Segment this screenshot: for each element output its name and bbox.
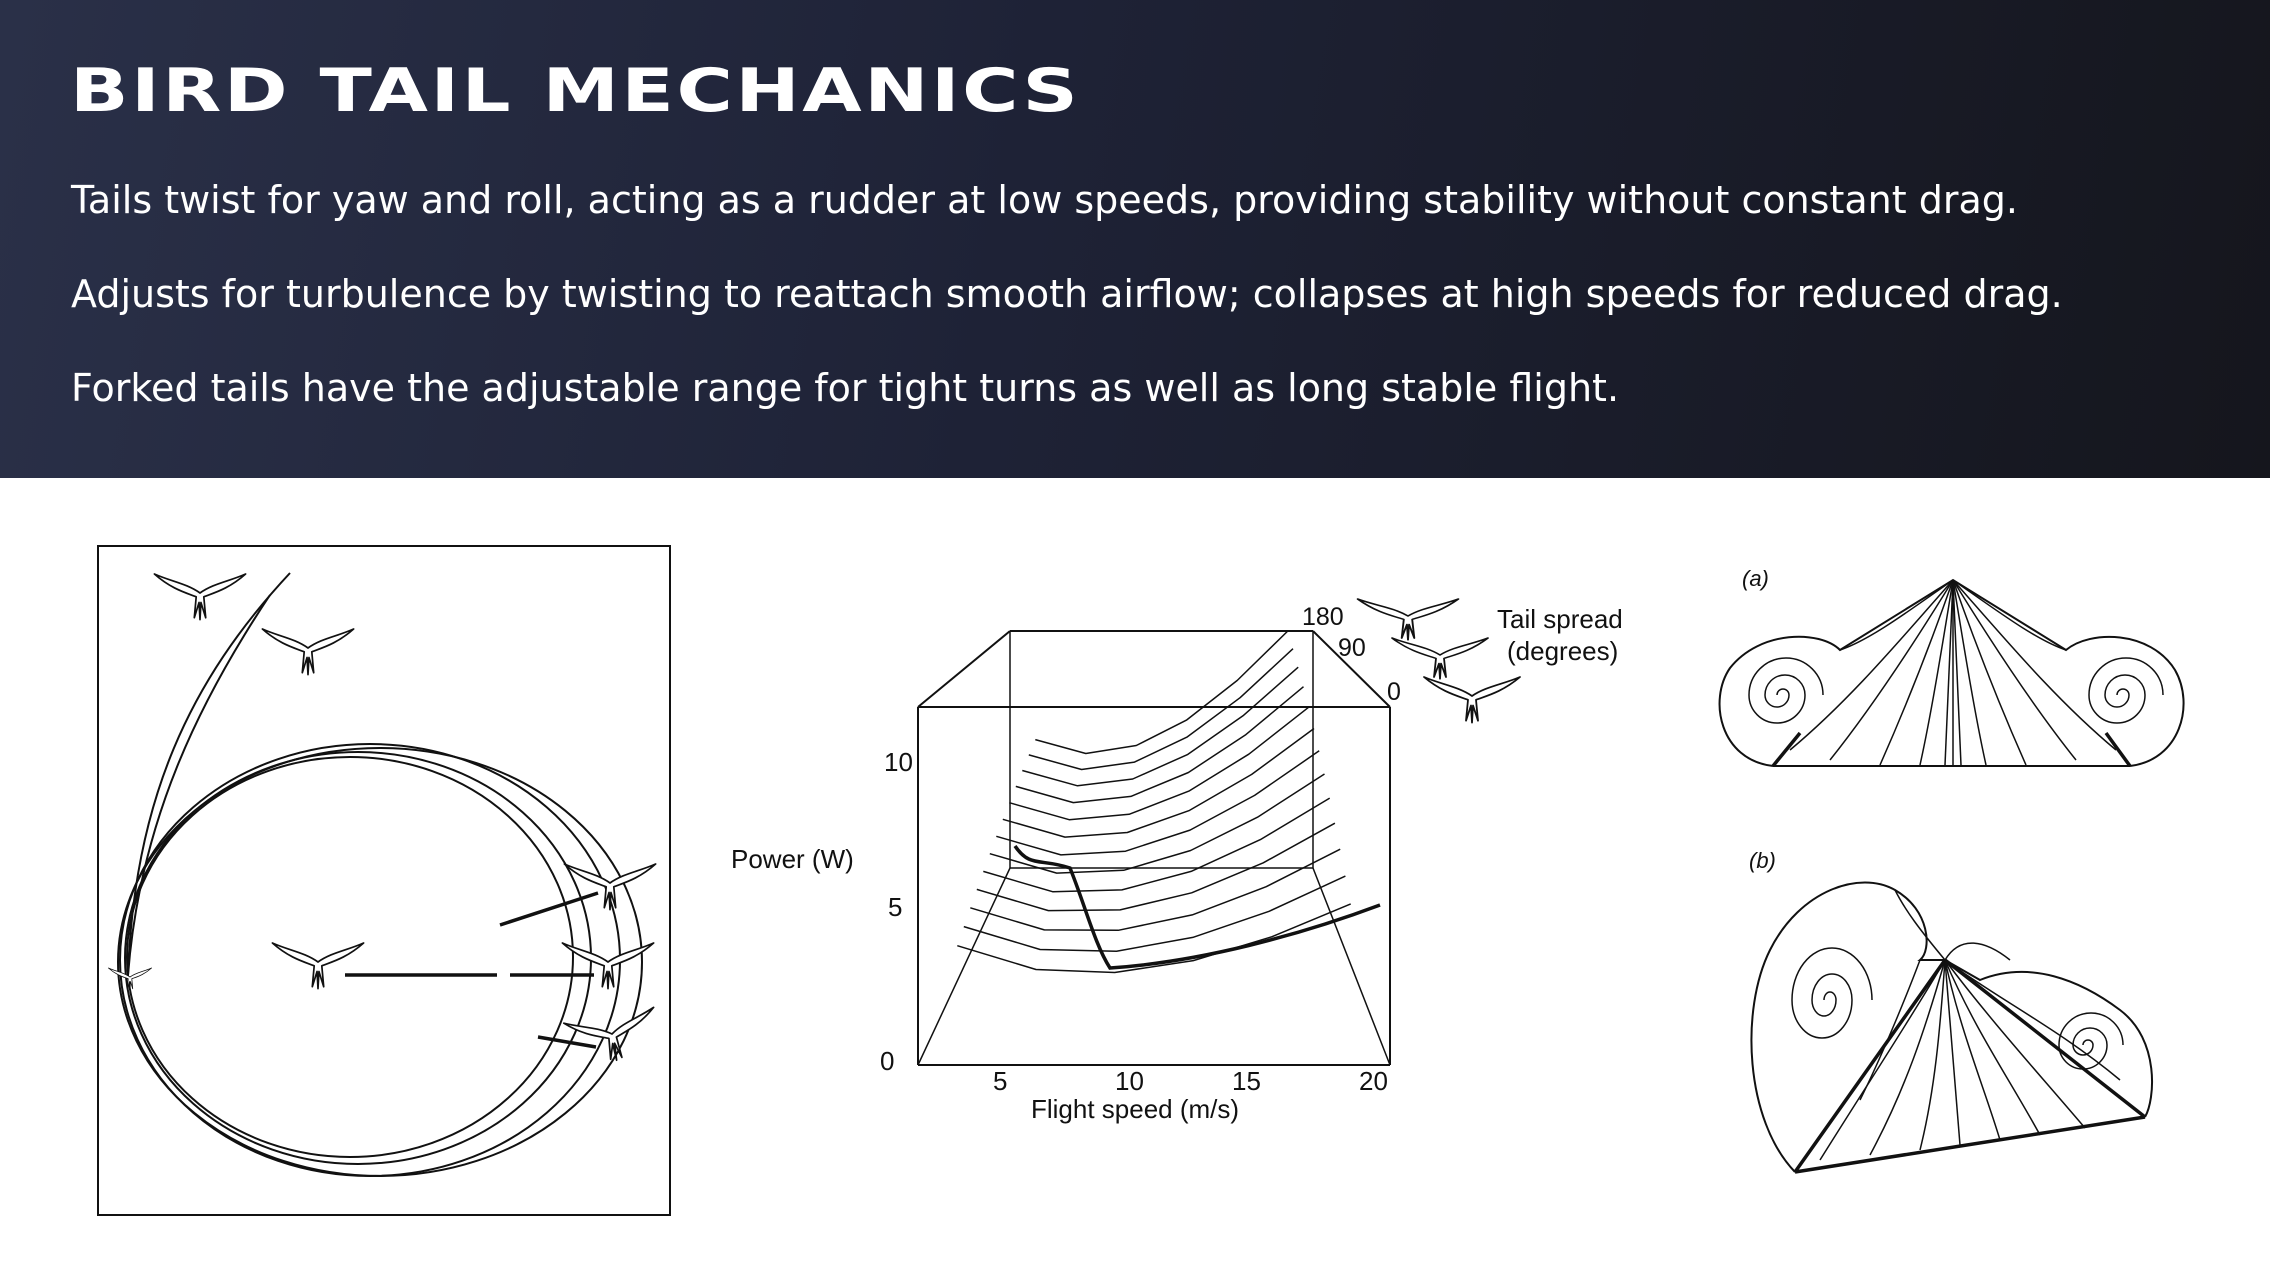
x-axis-label: Flight speed (m/s) [1031, 1094, 1240, 1124]
bullet-text: Tails twist for yaw and roll, acting as a rudder at low speeds, providing stability without constant drag. [71, 178, 2018, 222]
bird-tail-spread-90-icon [1392, 638, 1488, 679]
streamlines [1820, 890, 2120, 1160]
x-tick-label: 15 [1232, 1066, 1261, 1096]
y-axis-label: Power (W) [731, 844, 854, 874]
swallow-bird-icon [262, 629, 353, 675]
depth-axis-label: (degrees) [1507, 636, 1619, 666]
panel-label: (a) [1742, 566, 1769, 591]
header-banner [0, 0, 2270, 478]
bullet-text: Forked tails have the adjustable range for tight turns as well as long stable flight. [71, 366, 1620, 410]
bird-tail-spread-0-icon [1424, 677, 1520, 723]
y-tick-label: 10 [884, 747, 913, 777]
power-curve [1009, 707, 1308, 820]
y-tick-label: 0 [880, 1046, 895, 1076]
bird-tail-spread-180-icon [1358, 599, 1459, 640]
streamlines [1790, 580, 2116, 765]
swallow-bird-icon [108, 968, 151, 990]
x-tick-label: 5 [993, 1066, 1008, 1096]
swallow-bird-icon [564, 864, 655, 910]
plot-box [918, 631, 1390, 1065]
figure-frame [98, 546, 670, 1215]
figure-area [0, 478, 2270, 1277]
depth-axis-label: Tail spread [1497, 604, 1623, 634]
power-curve [1035, 631, 1288, 754]
flight-paths [118, 573, 642, 1176]
panel-label: (b) [1749, 848, 1776, 873]
power-curves [957, 631, 1350, 973]
depth-tick-label: 180 [1302, 603, 1344, 631]
x-tick-label: 10 [1115, 1066, 1144, 1096]
depth-tick-label: 90 [1338, 634, 1366, 662]
vortex-diagram-b [1749, 848, 2152, 1172]
swallow-bird-icon [154, 574, 245, 620]
x-tick-label: 20 [1359, 1066, 1388, 1096]
power-curve [990, 774, 1325, 873]
figures-canvas [0, 478, 2270, 1277]
power-curve [977, 823, 1335, 910]
vortex-diagram-a [1720, 566, 2184, 766]
depth-tick-label: 0 [1387, 678, 1401, 706]
power-curve [964, 876, 1346, 951]
bullet-text: Adjusts for turbulence by twisting to reattach smooth airflow; collapses at high speeds for reduced drag. [71, 272, 2063, 316]
y-tick-label: 5 [888, 892, 903, 922]
power-plot [731, 599, 1623, 1124]
power-curve [983, 798, 1329, 892]
turn-diagram [98, 546, 670, 1215]
slide-title: BIRD TAIL MECHANICS [70, 56, 1081, 126]
power-curve [1003, 729, 1314, 838]
swallow-bird-icon [272, 943, 363, 989]
power-curve [1022, 667, 1298, 786]
